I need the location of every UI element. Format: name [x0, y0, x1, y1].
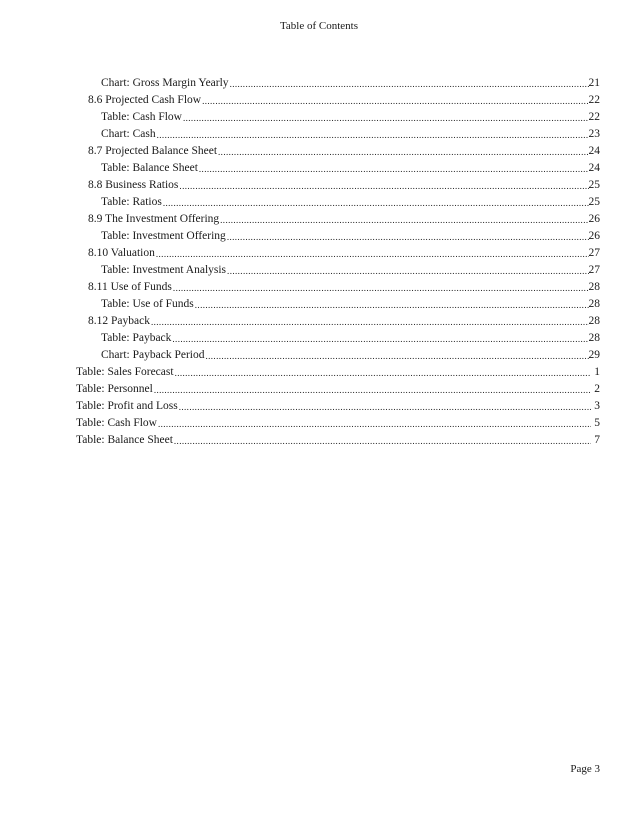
toc-entry[interactable] — [88, 176, 600, 193]
toc-entry[interactable] — [88, 91, 600, 108]
toc-entry-title: Table: Sales Forecast — [76, 366, 174, 378]
toc-entry-title: Table: Investment Analysis — [101, 264, 227, 276]
dot-leader — [201, 95, 588, 108]
dot-leader — [172, 282, 589, 295]
toc-entry[interactable] — [101, 346, 600, 363]
dot-leader — [150, 316, 589, 329]
dot-leader — [153, 384, 591, 397]
toc-entry-title: Table: Balance Sheet — [101, 162, 198, 174]
toc-entry-title: Table: Cash Flow — [76, 417, 157, 429]
toc-entry-page: 24 — [588, 162, 600, 174]
toc-entry-title: Table: Investment Offering — [101, 230, 226, 242]
toc-entry-page: 28 — [588, 281, 600, 293]
toc-entry-title: Chart: Cash — [101, 128, 156, 140]
toc-entry[interactable] — [76, 380, 600, 397]
toc-entry-title: 8.9 The Investment Offering — [88, 213, 220, 225]
toc-entry[interactable] — [88, 244, 600, 261]
dot-leader — [204, 350, 588, 363]
toc-entry-page: 23 — [588, 128, 600, 140]
dot-leader — [178, 401, 591, 414]
toc-entry[interactable] — [101, 193, 600, 210]
toc-entry[interactable] — [101, 295, 600, 312]
toc-entry-title: 8.7 Projected Balance Sheet — [88, 145, 218, 157]
dot-leader — [194, 299, 589, 312]
toc-entry-title: 8.6 Projected Cash Flow — [88, 94, 202, 106]
dot-leader — [157, 418, 591, 431]
toc-entry[interactable] — [101, 261, 600, 278]
toc-entry-title: Chart: Payback Period — [101, 349, 205, 361]
toc-entry-page: 27 — [588, 264, 600, 276]
toc-entry-page: 25 — [588, 196, 600, 208]
dot-leader — [198, 163, 589, 176]
toc-entry-title: 8.11 Use of Funds — [88, 281, 172, 293]
toc-entry-title: Table: Use of Funds — [101, 298, 194, 310]
toc-entry[interactable] — [76, 431, 600, 448]
toc-entry[interactable] — [101, 74, 600, 91]
toc-entry[interactable] — [76, 397, 600, 414]
toc-entry-page: 28 — [588, 332, 600, 344]
toc-entry-title: Table: Personnel — [76, 383, 153, 395]
toc-entry-page: 7 — [594, 434, 600, 446]
toc-entry-title: 8.8 Business Ratios — [88, 179, 179, 191]
dot-leader — [226, 231, 589, 244]
toc-entry[interactable] — [88, 312, 600, 329]
toc-entry[interactable] — [101, 159, 600, 176]
dot-leader — [219, 214, 588, 227]
toc-entry-title: Table: Profit and Loss — [76, 400, 178, 412]
page-header-title: Table of Contents — [279, 20, 359, 32]
toc-entry[interactable] — [76, 363, 600, 380]
toc-entry-page: 2 — [594, 383, 600, 395]
toc-entry-page: 28 — [588, 298, 600, 310]
dot-leader — [155, 248, 589, 261]
toc-entry-title: Table: Payback — [101, 332, 172, 344]
toc-entry-page: 28 — [588, 315, 600, 327]
toc-entry-page: 22 — [588, 94, 600, 106]
toc-entry-title: Table: Cash Flow — [101, 111, 182, 123]
dot-leader — [162, 197, 589, 210]
toc-entry-page: 5 — [594, 417, 600, 429]
toc-entry-title: Table: Balance Sheet — [76, 434, 173, 446]
toc-entry-page: 29 — [588, 349, 600, 361]
toc-entry-title: Table: Ratios — [101, 196, 162, 208]
dot-leader — [174, 367, 591, 380]
dot-leader — [173, 435, 591, 448]
toc-entry[interactable] — [101, 329, 600, 346]
toc-entry[interactable] — [88, 210, 600, 227]
toc-entry-page: 27 — [588, 247, 600, 259]
toc-entry[interactable] — [101, 108, 600, 125]
toc-entry[interactable] — [101, 125, 600, 142]
dot-leader — [217, 146, 588, 159]
toc-entry[interactable] — [88, 278, 600, 295]
toc-entry-title: 8.12 Payback — [88, 315, 150, 327]
toc-entry[interactable] — [101, 227, 600, 244]
dot-leader — [178, 180, 588, 193]
toc-entry[interactable] — [76, 414, 600, 431]
dot-leader — [229, 78, 589, 91]
toc-entry-page: 26 — [588, 213, 600, 225]
page-number: Page 3 — [570, 763, 600, 775]
toc-entry-page: 24 — [588, 145, 600, 157]
toc-entry[interactable] — [88, 142, 600, 159]
toc-entry-page: 1 — [594, 366, 600, 378]
toc-entry-page: 3 — [594, 400, 600, 412]
toc-entry-page: 22 — [588, 111, 600, 123]
dot-leader — [226, 265, 588, 278]
toc-entry-page: 21 — [588, 77, 600, 89]
toc-entry-title: Chart: Gross Margin Yearly — [101, 77, 229, 89]
toc-entry-page: 26 — [588, 230, 600, 242]
dot-leader — [182, 112, 589, 125]
toc-entry-page: 25 — [588, 179, 600, 191]
dot-leader — [156, 129, 589, 142]
dot-leader — [171, 333, 588, 346]
toc-entry-title: 8.10 Valuation — [88, 247, 155, 259]
